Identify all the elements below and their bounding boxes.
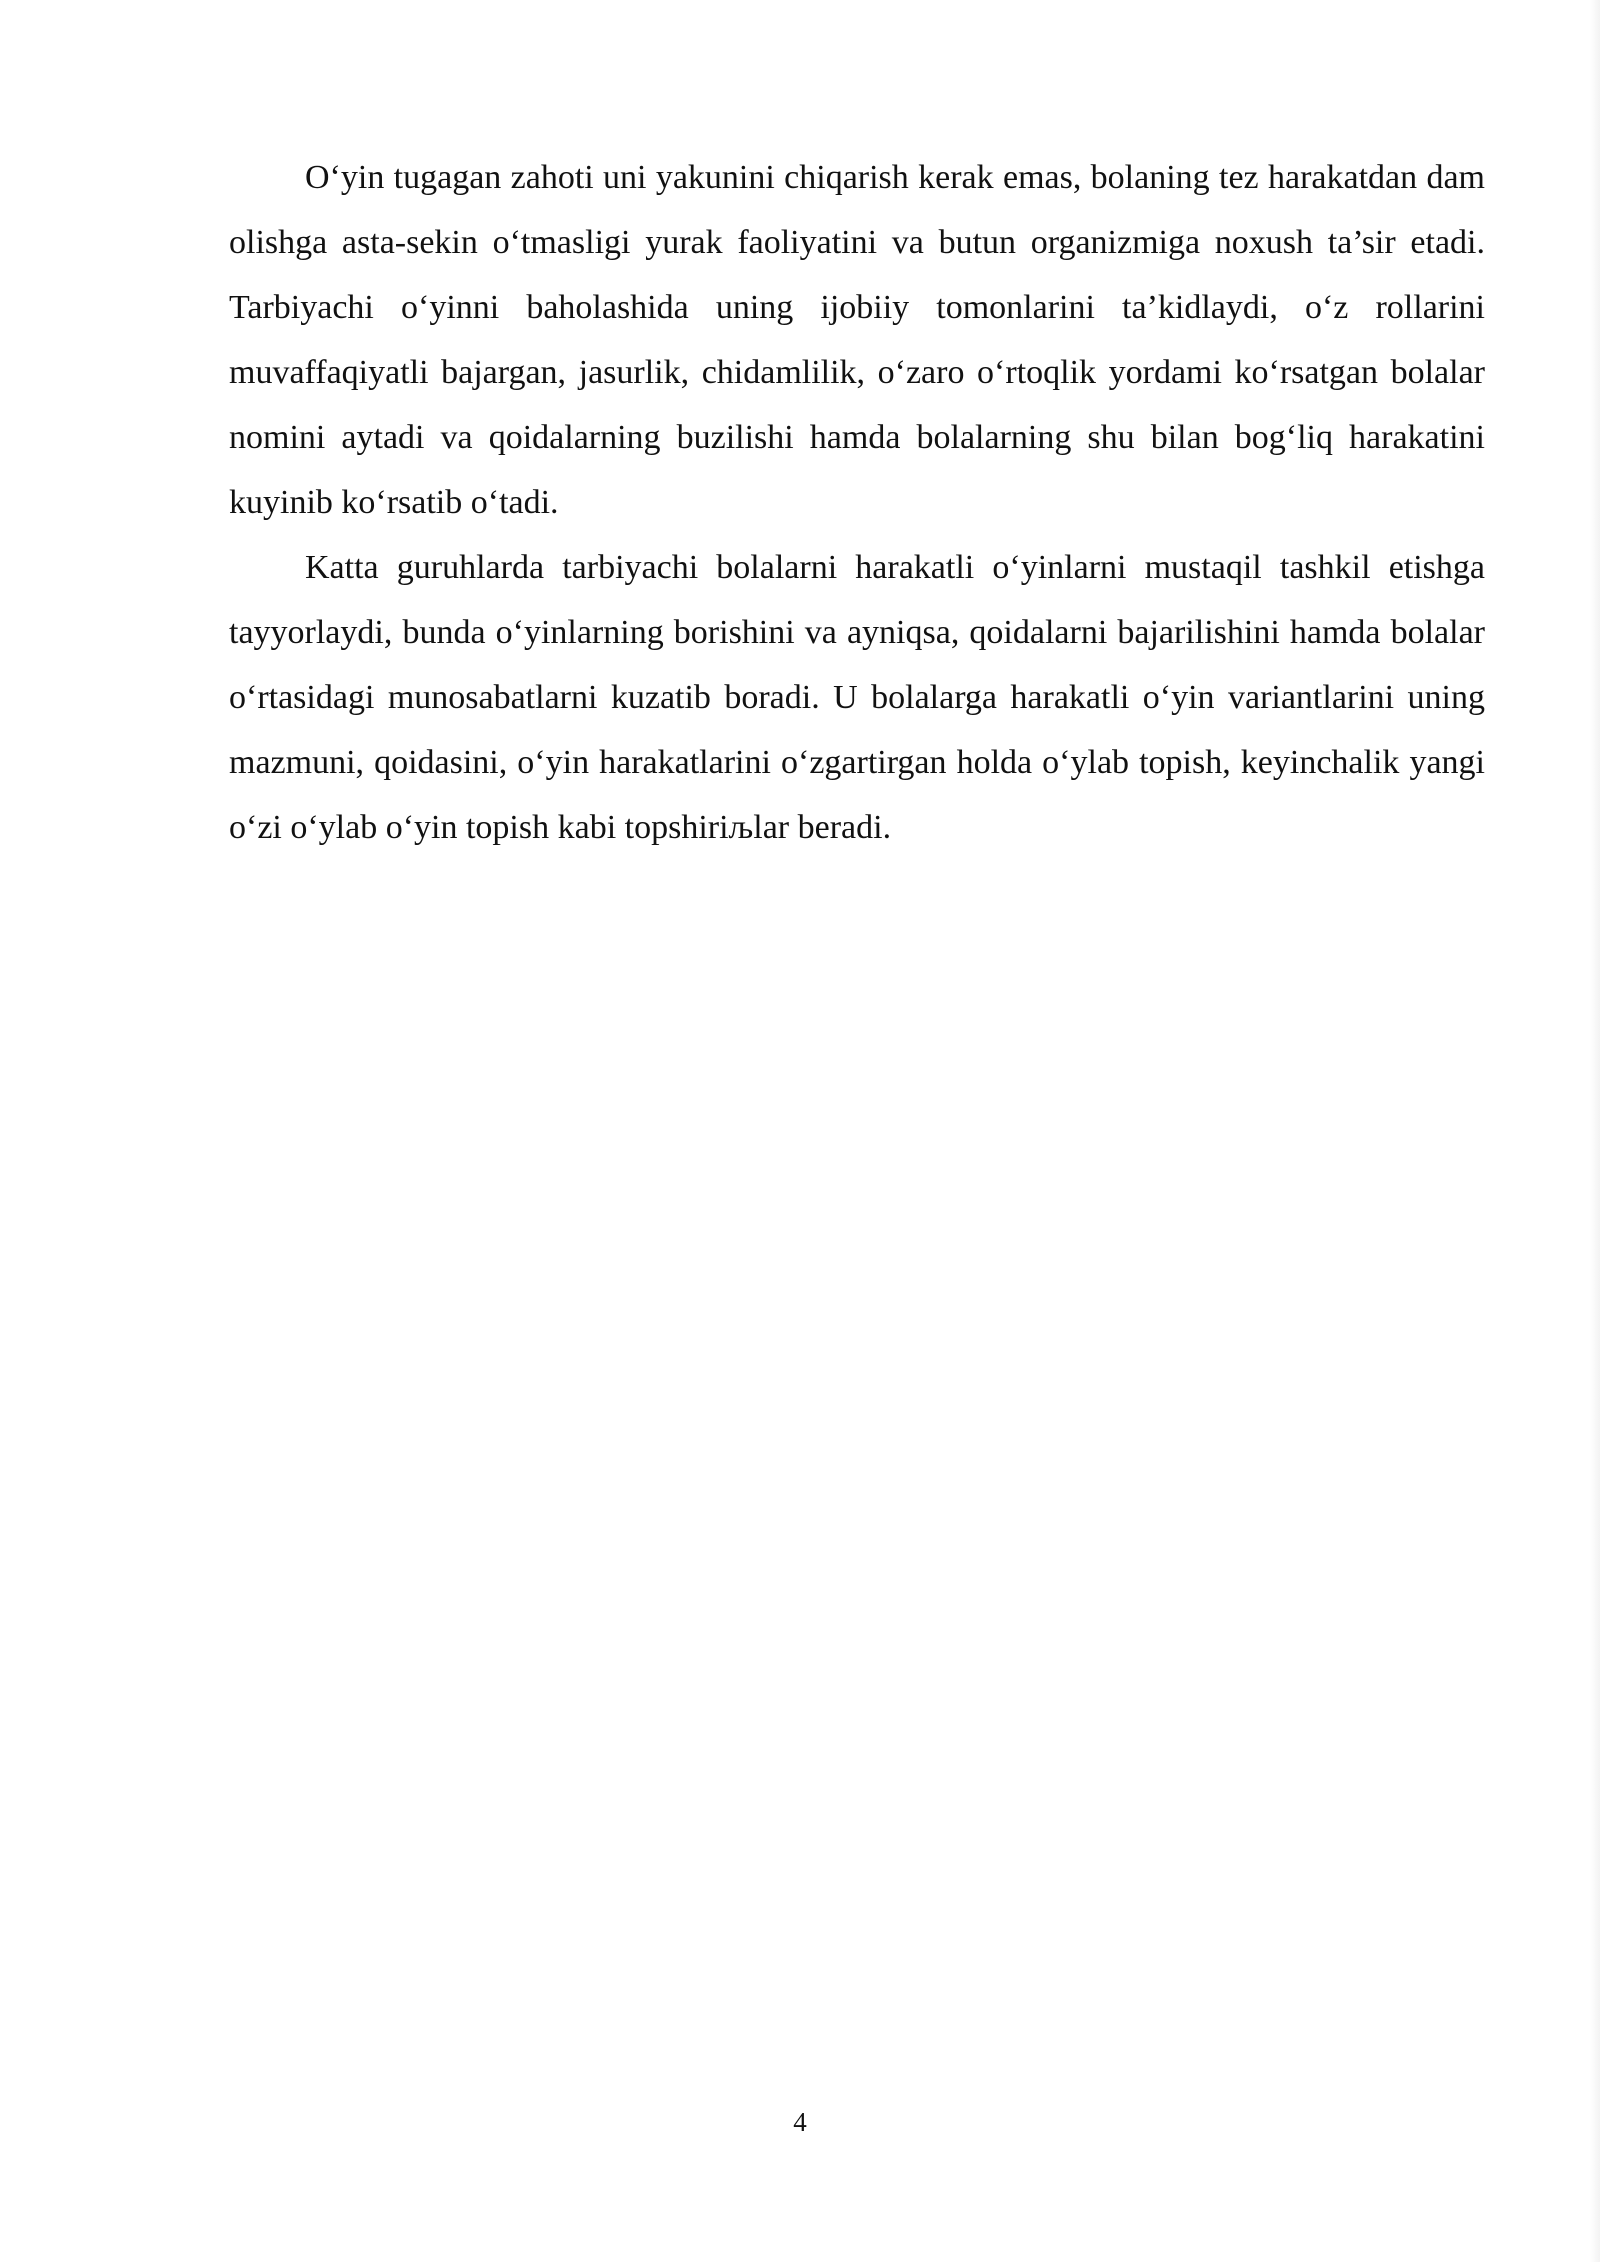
page-number: 4 [793,2107,807,2137]
paragraph-2: Katta guruhlarda tarbiyachi bolalarni harakatli o‘yinlarni mustaqil tashkil etishga tayyorlaydi, bunda o‘yinlarning borishini va ayniqsa, qoidalarni bajarilishini hamda bolalar o‘rtasidagi munosabatlarni kuzatib boradi. U bolalarga harakatli o‘yin variantlarini uning mazmuni, qoidasini, o‘yin harakatlarini o‘zgartirgan holda o‘ylab topish, keyinchalik yangi o‘zi o‘ylab o‘yin topish kabi topshiriљlar beradi. [229,549,1485,846]
body-text [229,145,1485,860]
paragraph-1: O‘yin tugagan zahoti uni yakunini chiqarish kerak emas, bolaning tez harakatdan dam olishga asta-sekin o‘tmasligi yurak faoliyatini va butun organizmiga noxush ta’sir etadi. Tarbiyachi o‘yinni baholashida uning ijobiiy tomonlarini ta’kidlaydi, o‘z rollarini muvaffaqiyatli bajargan, jasurlik, chidamlilik, o‘zaro o‘rtoqlik yordami ko‘rsatgan bolalar nomini aytadi va qoidalarning buzilishi hamda bolalarning shu bilan bog‘liq harakatini kuyinib ko‘rsatib o‘tadi. [229,159,1485,521]
page-edge-shadow [1590,0,1600,2262]
